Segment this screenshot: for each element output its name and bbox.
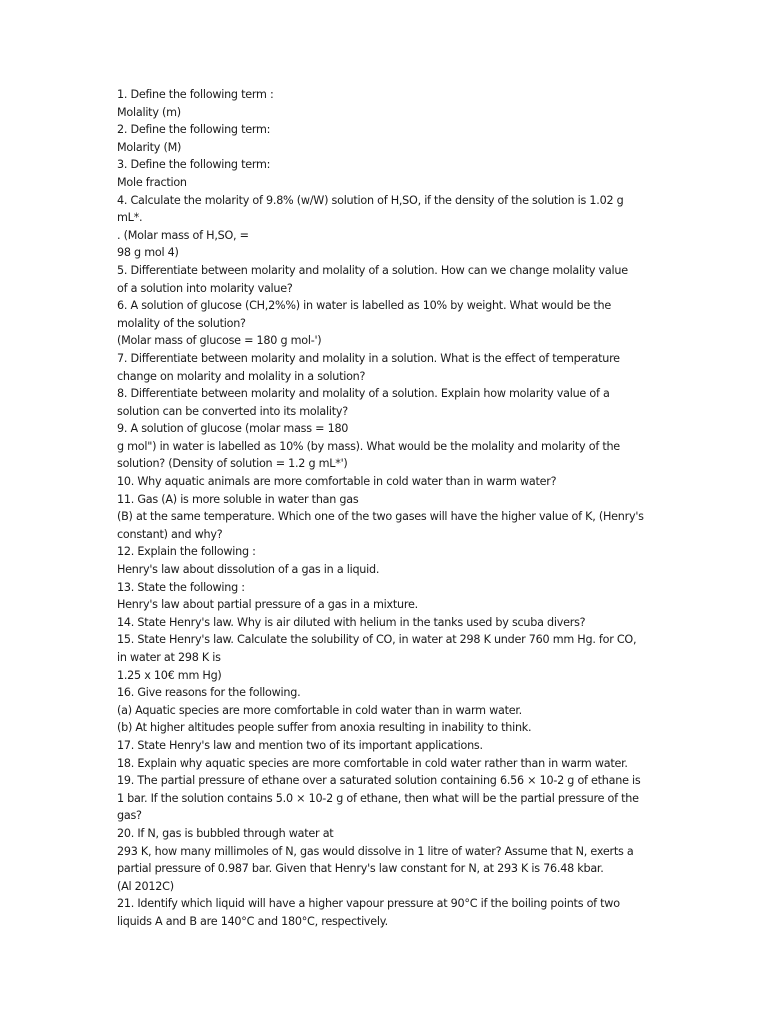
text-line: 18. Explain why aquatic species are more comfortable in cold water rather than in warm water. (117, 756, 628, 770)
text-line: 16. Give reasons for the following. (117, 686, 301, 700)
text-line: in water at 298 K is (117, 651, 221, 664)
text-line: mL*. (117, 211, 143, 225)
text-line: Henry's law about partial pressure of a gas in a mixture. (117, 598, 418, 612)
text-line: 19. The partial pressure of ethane over a saturated solution containing 6.56 × 10-2 g of ethane is (117, 774, 641, 788)
text-line: 8. Differentiate between molarity and molality of a solution. Explain how molarity value of a (117, 387, 610, 401)
text-line: change on molarity and molality in a solution? (117, 369, 366, 383)
text-line: (Al 2012C) (117, 879, 174, 893)
text-line: 21. Identify which liquid will have a higher vapour pressure at 90°C if the boiling points of two (117, 897, 620, 911)
text-line: 13. State the following : (117, 580, 245, 594)
text-line: (b) At higher altitudes people suffer from anoxia resulting in inability to think. (117, 721, 532, 735)
text-line: partial pressure of 0.987 bar. Given that Henry's law constant for N, at 293 K is 76.48 kbar. (117, 862, 604, 876)
text-line: . (Molar mass of H,SO, = (117, 228, 249, 242)
text-line: Molality (m) (117, 105, 181, 119)
text-line: 3. Define the following term: (117, 158, 271, 172)
text-line: g mol") in water is labelled as 10% (by mass). What would be the molality and molarity of the (117, 439, 620, 453)
text-line: 4. Calculate the molarity of 9.8% (w/W) solution of H,SO, if the density of the solution is 1.02 g (117, 193, 624, 207)
text-line: 2. Define the following term: (117, 123, 271, 137)
text-line: 6. A solution of glucose (CH,2%%) in water is labelled as 10% by weight. What would be the (117, 299, 612, 313)
text-line: solution can be converted into its molality? (117, 404, 348, 418)
text-line: 20. If N, gas is bubbled through water at (117, 826, 334, 840)
text-line: solution? (Density of solution = 1.2 g mL*') (117, 457, 348, 471)
text-line: 11. Gas (A) is more soluble in water than gas (117, 492, 359, 506)
text-line: constant) and why? (117, 527, 223, 541)
text-line: 7. Differentiate between molarity and molality in a solution. What is the effect of temperature (117, 351, 620, 365)
text-line: 17. State Henry's law and mention two of its important applications. (117, 738, 483, 752)
document-page (117, 86, 662, 931)
text-line: Henry's law about dissolution of a gas in a liquid. (117, 563, 380, 577)
text-line: 1 bar. If the solution contains 5.0 × 10-2 g of ethane, then what will be the partial pressure of the (117, 791, 639, 805)
text-line: Mole fraction (117, 175, 187, 189)
text-line: (B) at the same temperature. Which one of the two gases will have the higher value of K, (Henry's (117, 510, 644, 524)
text-line: molality of the solution? (117, 316, 246, 330)
text-line: 14. State Henry's law. Why is air diluted with helium in the tanks used by scuba divers? (117, 615, 586, 629)
text-line: 5. Differentiate between molarity and molality of a solution. How can we change molality value (117, 263, 628, 277)
text-line: 9. A solution of glucose (molar mass = 180 (117, 422, 349, 436)
text-line: Molarity (M) (117, 140, 182, 154)
text-line: 1. Define the following term : (117, 88, 274, 101)
text-line: 15. State Henry's law. Calculate the solubility of CO, in water at 298 K under 760 mm Hg. for CO, (117, 633, 637, 647)
text-line: 12. Explain the following : (117, 545, 256, 559)
text-line: of a solution into molarity value? (117, 281, 293, 295)
text-line: 98 g mol 4) (117, 246, 179, 260)
text-line: 1.25 x 10€ mm Hg) (117, 668, 222, 682)
text-line: liquids A and B are 140°C and 180°C, respectively. (117, 914, 388, 928)
text-line: 10. Why aquatic animals are more comfortable in cold water than in warm water? (117, 475, 557, 489)
text-line: (Molar mass of glucose = 180 g mol-') (117, 334, 322, 348)
text-line: (a) Aquatic species are more comfortable in cold water than in warm water. (117, 703, 522, 717)
text-line: 293 K, how many millimoles of N, gas would dissolve in 1 litre of water? Assume that N, exerts a (117, 844, 634, 858)
text-line: gas? (117, 809, 142, 823)
